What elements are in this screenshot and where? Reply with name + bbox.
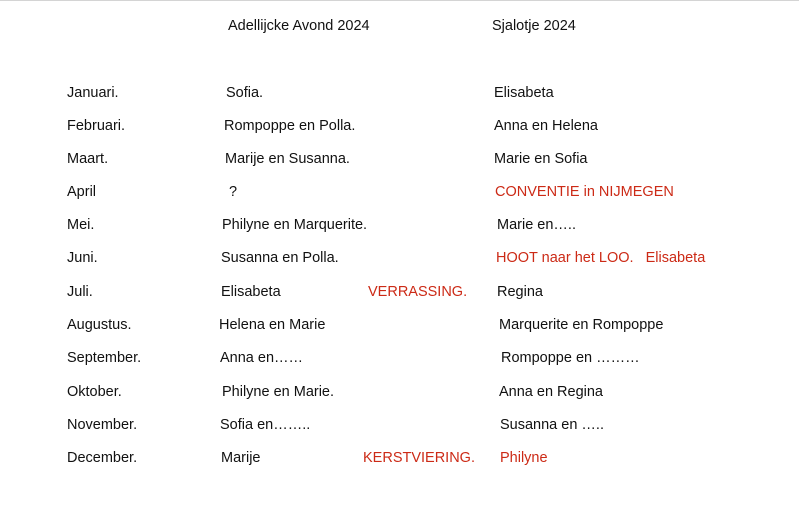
month-label: November. bbox=[67, 417, 138, 433]
sjalotje-host: Marie en Sofia bbox=[494, 151, 588, 167]
avond-host: ? bbox=[229, 184, 238, 200]
sjalotje-event-hoot: HOOT naar het LOO. Elisabeta bbox=[496, 250, 706, 266]
avond-host: Sofia en…….. bbox=[220, 417, 311, 433]
column-title-sjalotje: Sjalotje 2024 bbox=[492, 18, 576, 34]
month-label: Augustus. bbox=[67, 317, 132, 333]
avond-host: Helena en Marie bbox=[219, 317, 326, 333]
sjalotje-host: Susanna en ….. bbox=[500, 417, 604, 433]
month-label: April bbox=[67, 184, 97, 200]
sjalotje-host: Elisabeta bbox=[494, 85, 554, 101]
avond-host: Philyne en Marquerite. bbox=[222, 217, 368, 233]
avond-host: Anna en…… bbox=[220, 350, 304, 366]
sjalotje-host: Rompoppe en ……… bbox=[501, 350, 640, 366]
column-title-adellijcke-avond: Adellijcke Avond 2024 bbox=[228, 18, 370, 34]
sjalotje-host: Anna en Helena bbox=[494, 118, 598, 134]
event-note-kerstviering: KERSTVIERING. bbox=[363, 450, 475, 466]
sjalotje-host: Anna en Regina bbox=[499, 384, 603, 400]
avond-host: Elisabeta bbox=[221, 284, 281, 300]
month-label: Juli. bbox=[67, 284, 93, 300]
event-note-verrassing: VERRASSING. bbox=[368, 284, 468, 300]
sjalotje-host: Marquerite en Rompoppe bbox=[499, 317, 664, 333]
avond-host: Sofia. bbox=[226, 85, 264, 101]
top-divider bbox=[0, 0, 799, 1]
month-label: Juni. bbox=[67, 250, 98, 266]
month-label: Mei. bbox=[67, 217, 95, 233]
month-label: Januari. bbox=[67, 85, 119, 101]
month-label: Oktober. bbox=[67, 384, 122, 400]
sjalotje-host: Regina bbox=[497, 284, 543, 300]
month-label: September. bbox=[67, 350, 142, 366]
month-label: Februari. bbox=[67, 118, 126, 134]
avond-host: Marije bbox=[221, 450, 261, 466]
avond-host: Rompoppe en Polla. bbox=[224, 118, 356, 134]
avond-host: Marije en Susanna. bbox=[225, 151, 350, 167]
sjalotje-host: Marie en….. bbox=[497, 217, 576, 233]
sjalotje-event-conventie: CONVENTIE in NIJMEGEN bbox=[495, 184, 674, 200]
avond-host: Philyne en Marie. bbox=[222, 384, 335, 400]
sjalotje-host-highlight: Philyne bbox=[500, 450, 548, 466]
month-label: Maart. bbox=[67, 151, 109, 167]
month-label: December. bbox=[67, 450, 138, 466]
avond-host: Susanna en Polla. bbox=[221, 250, 339, 266]
